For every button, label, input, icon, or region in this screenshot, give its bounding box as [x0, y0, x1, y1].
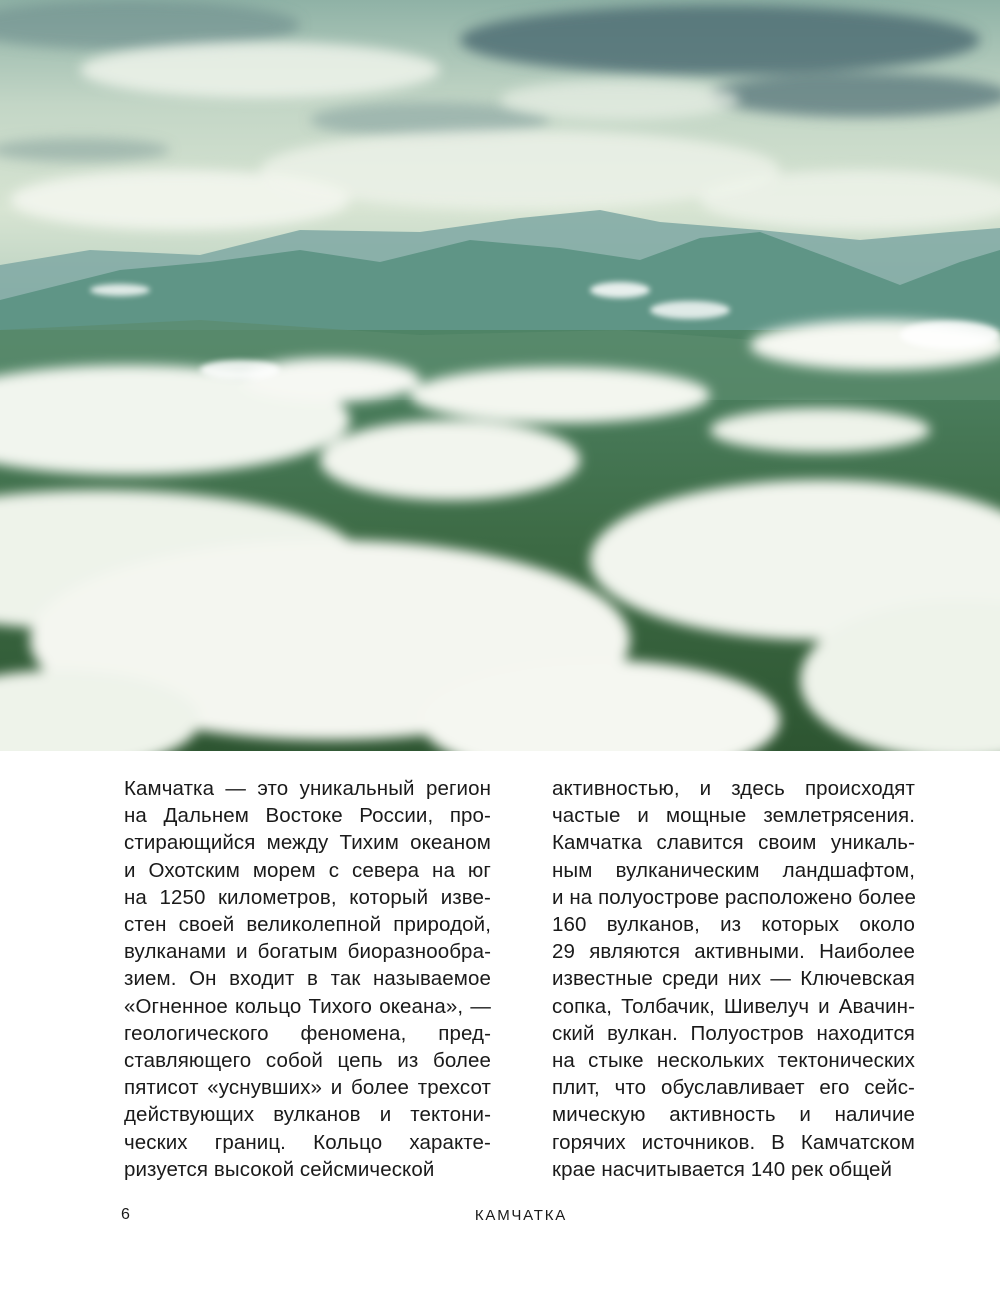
text-line: ризуется высокой сейсмической: [124, 1157, 435, 1181]
text-line: и на полуострове расположено более: [552, 885, 917, 909]
text-line: действующих вулканов и тектони-: [124, 1103, 491, 1127]
text-line: стирающийся между Тихим океаном: [124, 831, 491, 855]
text-line: зием. Он входит в так называемое: [124, 967, 491, 991]
text-line: на стыке нескольких тектонических: [552, 1049, 915, 1073]
text-line: ческих границ. Кольцо характе-: [124, 1130, 491, 1154]
text-line: горячих источников. В Камчатском: [552, 1130, 915, 1154]
text-line: Камчатка — это уникальный регион: [124, 777, 491, 800]
text-line: сопка, Толбачик, Шивелуч и Авачин-: [552, 994, 915, 1018]
text-line: известные среди них — Ключевская: [552, 967, 915, 991]
text-line: Камчатка славится своим уникаль-: [552, 831, 915, 855]
text-line: крае насчитывается 140 рек общей: [552, 1157, 893, 1181]
text-line: 160 вулканов, из которых около: [552, 913, 915, 937]
text-line: на Дальнем Востоке России, про-: [124, 804, 491, 828]
text-line: и Охотским морем с севера на юг: [124, 858, 491, 882]
text-column-right: [552, 775, 915, 1183]
text-line: мическую активность и наличие: [552, 1103, 915, 1127]
text-line: ставляющего собой цепь из более: [124, 1049, 491, 1073]
text-line: ным вулканическим ландшафтом,: [552, 858, 915, 882]
text-column-left: [124, 775, 491, 1183]
text-line: пятисот «уснувших» и более трехсот: [124, 1076, 491, 1100]
text-line: стен своей великолепной природой,: [124, 913, 491, 937]
text-line: ский вулкан. Полуостров находится: [552, 1021, 915, 1045]
running-head: КАМЧАТКА: [474, 1207, 568, 1224]
text-line: вулканами и богатым биоразнообра-: [124, 940, 491, 964]
text-line: геологического феномена, пред-: [124, 1021, 491, 1045]
text-line: активностью, и здесь происходят: [552, 777, 915, 800]
text-line: на 1250 километров, который изве-: [124, 885, 491, 909]
text-line: 29 являются активными. Наиболее: [552, 940, 915, 964]
text-line: плит, что обуславливает его сейс-: [552, 1076, 915, 1100]
text-line: частые и мощные землетрясения.: [552, 804, 915, 828]
text-line: «Огненное кольцо Тихого океана», —: [124, 994, 491, 1018]
page-number: 6: [121, 1206, 130, 1223]
